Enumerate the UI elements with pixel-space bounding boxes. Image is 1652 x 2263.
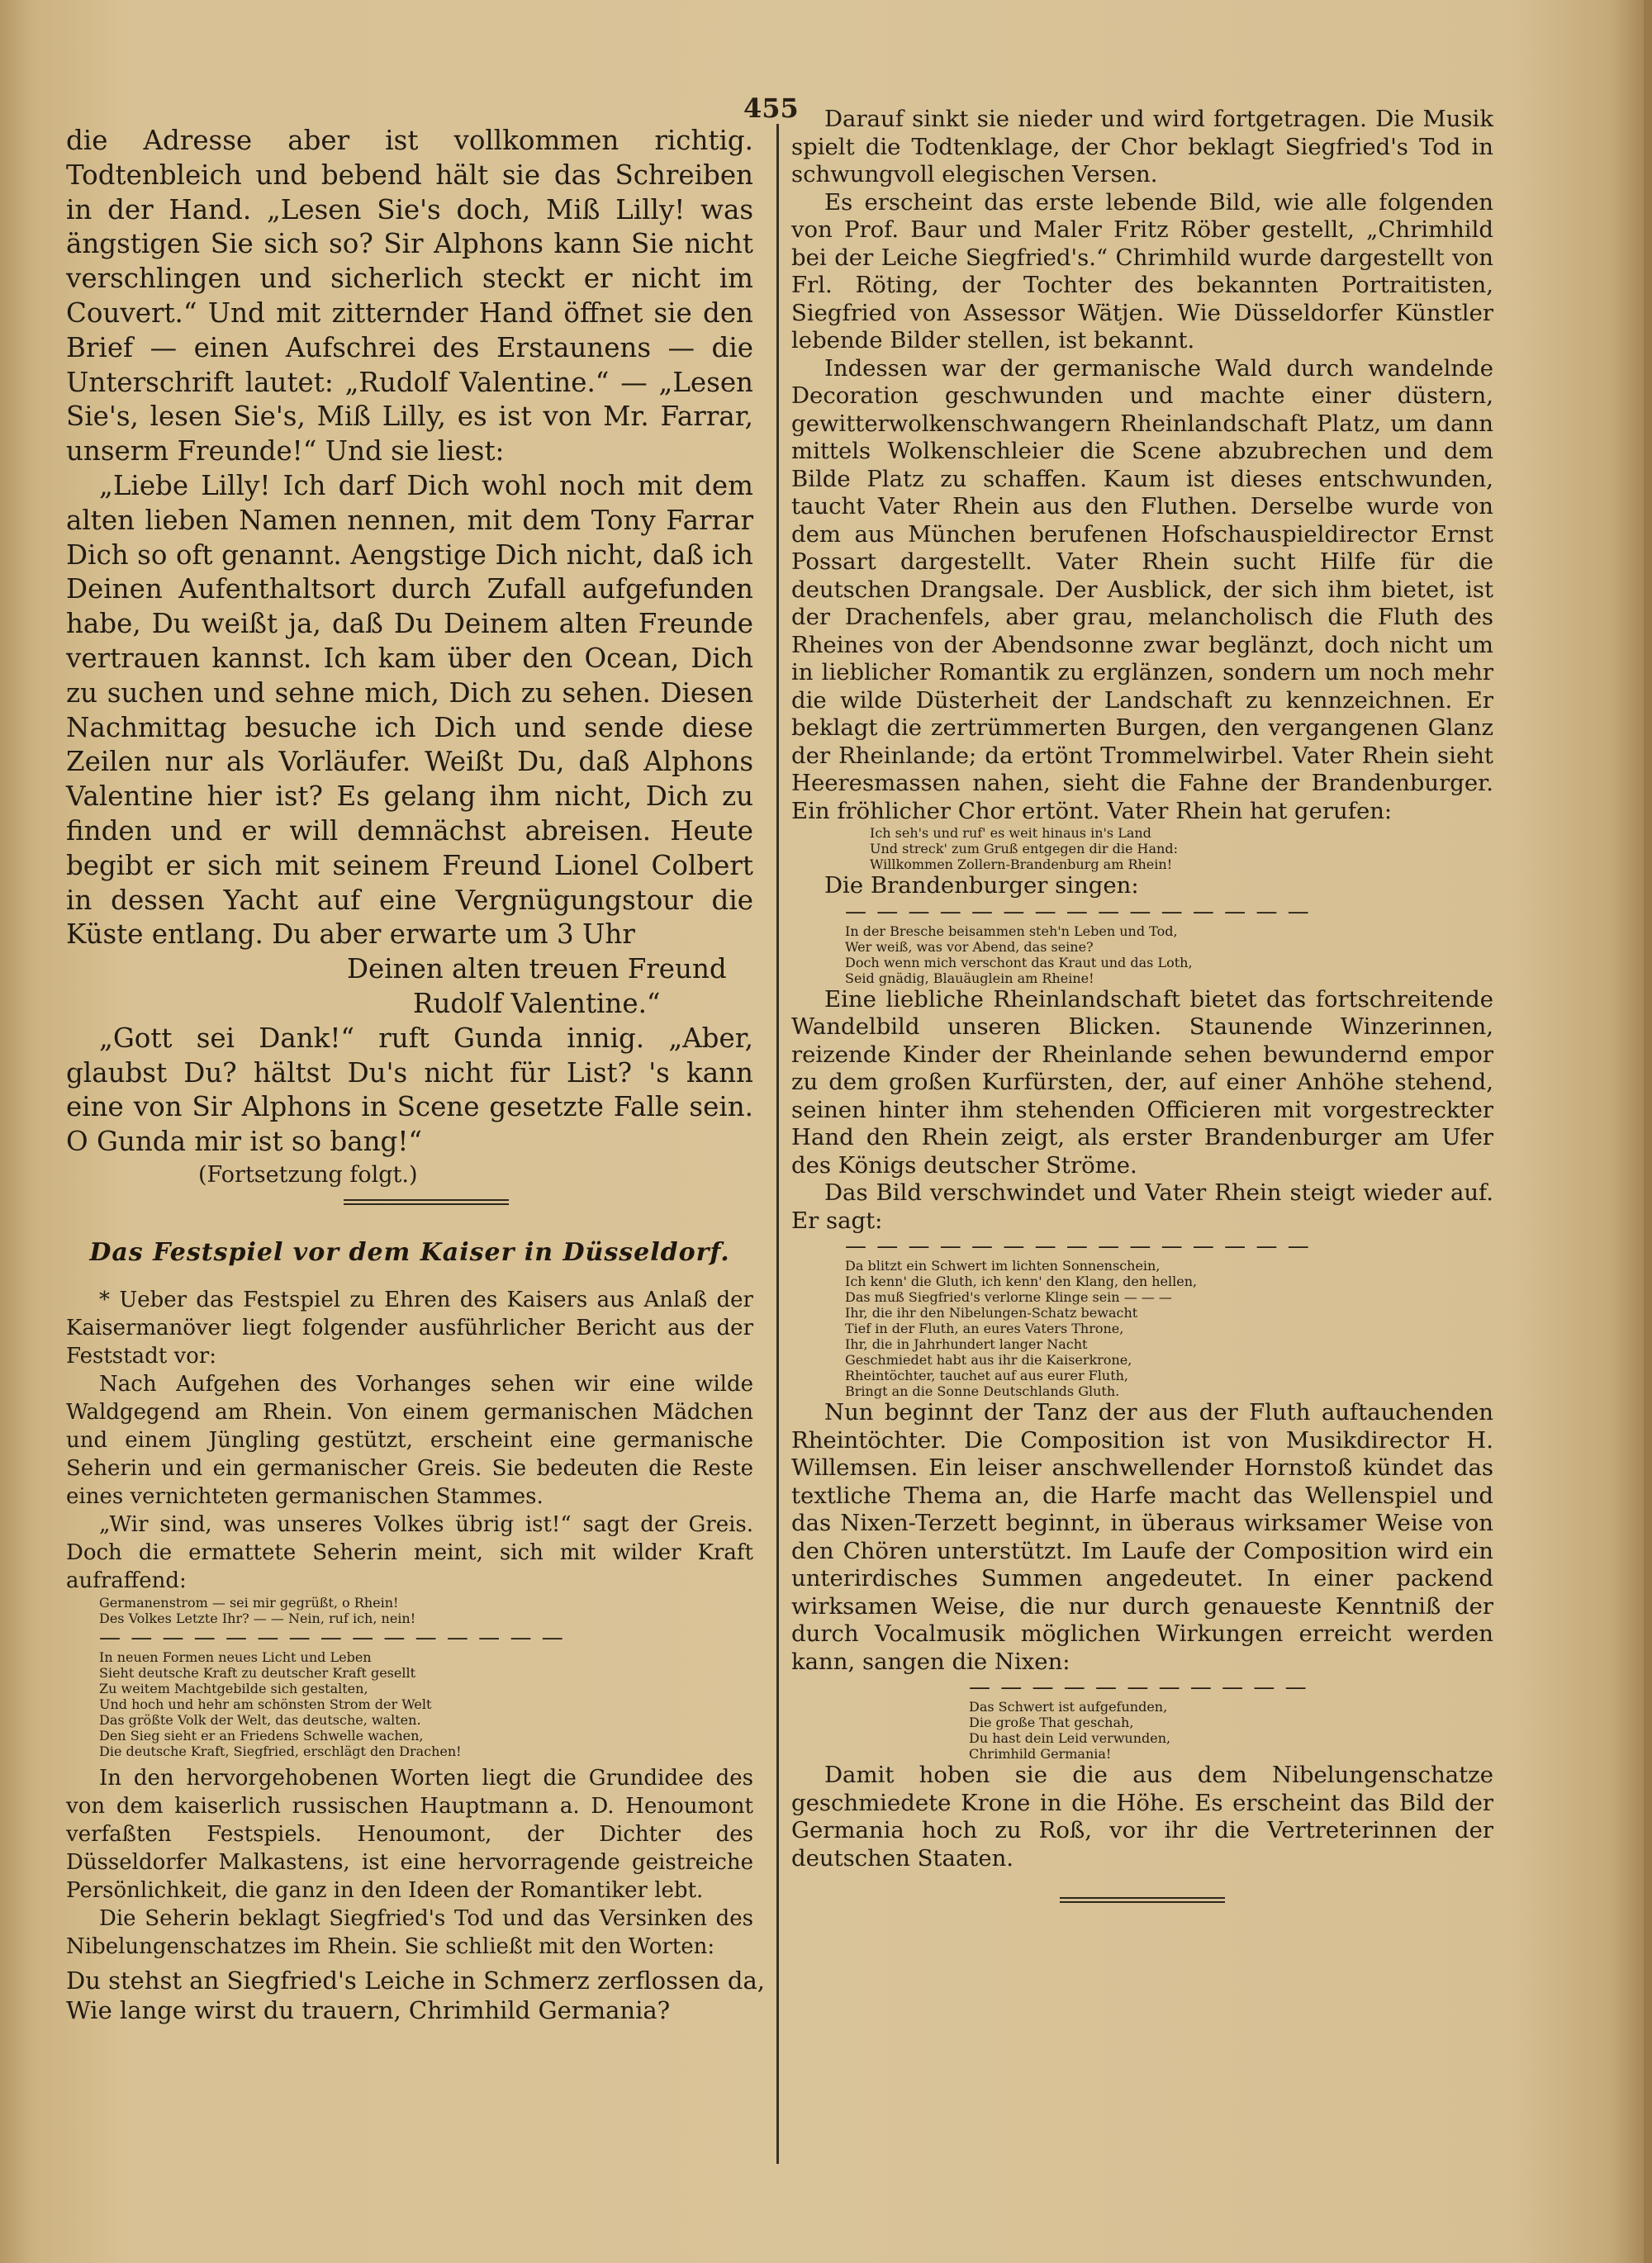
article-paragraph: In den hervorgehobenen Worten liegt die Grundidee des von dem kaiserlich russischen Hauptmann a. D. Henoumont verfaßten Festspiels. Henoumont, der Dichter des Düsseldorfer Malkastens, ist eine hervorragende geistreiche Persönlichkeit, die ganz in den Ideen der Romantiker lebt.	[66, 1765, 753, 1903]
article-paragraph: Es erscheint das erste lebende Bild, wie alle folgenden von Prof. Baur und Maler Fritz Röber gestellt, „Chrimhild bei der Leiche Siegfried's.“ Chrimhild wurde dargestellt von Frl. Röting, der Tochter des bekannten Portraitisten, Siegfried von Assessor Wätjen. Wie Düsseldorfer Künstler lebende Bilder stellen, ist bekannt.	[791, 188, 1493, 353]
verse-line: Das Schwert ist aufgefunden,	[969, 1699, 1168, 1715]
article-intro: * Ueber das Festspiel zu Ehren des Kaisers aus Anlaß der Kaisermanöver liegt folgender ausführlicher Bericht aus der Feststadt vor:	[66, 1287, 753, 1369]
verse-line: Seid gnädig, Blauäuglein am Rheine!	[845, 970, 1094, 986]
verse-line: Bringt an die Sonne Deutschlands Gluth.	[845, 1383, 1120, 1399]
verse-line: Geschmiedet habt aus ihr die Kaiserkrone,	[845, 1352, 1132, 1368]
verse-line: Den Sieg sieht er an Friedens Schwelle wachen,	[99, 1727, 424, 1744]
verse-line: Da blitzt ein Schwert im lichten Sonnenschein,	[845, 1258, 1161, 1274]
verse-line: Du hast dein Leid verwunden,	[969, 1730, 1171, 1746]
dash-separator: — — — — — — — — — — — — — — —	[845, 1234, 1311, 1259]
verse-line: Ich seh's und ruf' es weit hinaus in's Land	[870, 825, 1151, 841]
verse-block	[969, 1699, 1493, 1762]
verse-block	[66, 1966, 765, 2025]
article-paragraph: Eine liebliche Rheinlandschaft bietet das fortschreitende Wandelbild unseren Blicken. Staunende Winzerinnen, reizende Kinder der Rheinlande sehen bewundernd empor zu dem großen Kurfürsten, der, auf einer Anhöhe stehend, seinen hinter ihm stehenden Officieren mit vorgestreckter Hand den Rhein zeigt, als erster Brandenburger am Ufer des Königs deutscher Ströme.	[791, 985, 1493, 1179]
page-number: 455	[743, 93, 799, 124]
verse-line: Willkommen Zollern-Brandenburg am Rhein!	[870, 856, 1173, 872]
verse-line: Tief in der Fluth, an eures Vaters Throne,	[845, 1321, 1124, 1336]
verse-line: Doch wenn mich verschont das Kraut und das Loth,	[845, 954, 1193, 970]
verse-line: Ich kenn' die Gluth, ich kenn' den Klang, den hellen,	[845, 1274, 1198, 1289]
verse-line: Und streck' zum Gruß entgegen dir die Hand:	[870, 841, 1178, 856]
letter-signature	[66, 952, 753, 1022]
verse-line: Ihr, die in Jahrhundert langer Nacht	[845, 1336, 1088, 1352]
section-rule	[344, 1199, 509, 1205]
dash-line	[969, 1676, 1493, 1699]
story-paragraph: die Adresse aber ist vollkommen richtig. Todtenbleich und bebend hält sie das Schreiben in der Hand. „Lesen Sie's doch, Miß Lilly! was ängstigen Sie sich so? Sir Alphons kann Sie nicht verschlingen und sicherlich steckt er nicht im Couvert.“ Und mit zitternder Hand öffnet sie den Brief — einen Aufschrei des Erstaunens — die Unterschrift lautet: „Rudolf Valentine.“ — „Lesen Sie's, lesen Sie's, Miß Lilly, es ist von Mr. Farrar, unserm Freunde!“ Und sie liest:	[66, 125, 753, 467]
article-body	[66, 1286, 765, 2025]
verse-line: Zu weitem Machtgebilde sich gestalten,	[99, 1680, 368, 1696]
verse-block	[870, 825, 1493, 872]
dash-separator: — — — — — — — — — — — — — — —	[99, 1625, 565, 1650]
verse-line: Und hoch und hehr am schönsten Strom der Welt	[99, 1696, 432, 1712]
dash-line	[845, 900, 1493, 923]
dash-separator: — — — — — — — — — — — — — — —	[845, 899, 1311, 924]
verse-line: Rheintöchter, tauchet auf aus eurer Fluth,	[845, 1368, 1129, 1383]
article-paragraph: Nach Aufgehen des Vorhanges sehen wir eine wilde Waldgegend am Rhein. Von einem germanischen Mädchen und einem Jüngling gestützt, erscheint eine germanische Seherin und ein germanischer Greis. Sie bedeuten die Reste eines vernichteten germanischen Stammes.	[66, 1371, 753, 1509]
verse-line: Germanenstrom — sei mir gegrüßt, o Rhein!	[99, 1594, 399, 1611]
signature-line: Rudolf Valentine.“	[413, 987, 661, 1019]
article-paragraph: Die Brandenburger singen:	[824, 872, 1139, 899]
article-paragraph: „Wir sind, was unseres Volkes übrig ist!“ sagt der Greis. Doch die ermattete Seherin meint, sich mit wilder Kraft aufraffend:	[66, 1511, 753, 1593]
verse-line: In der Bresche beisammen steh'n Leben und Tod,	[845, 923, 1178, 939]
article-paragraph: Damit hoben sie die aus dem Nibelungenschatze geschmiedete Krone in die Höhe. Es erscheint das Bild der Germania hoch zu Roß, vor ihr die Vertreterinnen der deutschen Staaten.	[791, 1762, 1493, 1872]
article-paragraph: Darauf sinkt sie nieder und wird fortgetragen. Die Musik spielt die Todtenklage, der Chor beklagt Siegfried's Tod in schwungvoll elegischen Versen.	[791, 106, 1493, 187]
column-divider	[776, 124, 779, 2164]
left-column	[66, 124, 765, 2025]
verse-line: Das muß Siegfried's verlorne Klinge sein — — —	[845, 1289, 1172, 1305]
verse-line: Du stehst an Siegfried's Leiche in Schmerz zerflossen da,	[66, 1966, 765, 1995]
verse-line: Ihr, die ihr den Nibelungen-Schatz bewacht	[845, 1305, 1138, 1321]
article-paragraph: Indessen war der germanische Wald durch wandelnde Decoration geschwunden und machte einer düstern, gewitterwolkenschwangern Rheinlandschaft Platz, um dann mittels Wolkenschleier die Scene abzubrechen und dem Bilde Platz zu schaffen. Kaum ist dieses entschwunden, taucht Vater Rhein aus den Fluthen. Derselbe wurde von dem aus München berufenen Hofschauspieldirector Ernst Possart dargestellt. Vater Rhein sucht Hilfe für die deutschen Drangsale. Der Ausblick, der sich ihm bietet, ist der Drachenfels, aber grau, melancholisch die Fluth des Rheines von der Abendsonne zwar beglänzt, doch nicht um in lieblicher Romantik zu erglänzen, sondern um noch mehr die wilde Düsterheit der Landschaft zu kennzeichnen. Er beklagt die zertrümmerten Burgen, den vergangenen Glanz der Rheinlande; da ertönt Trommelwirbel. Vater Rhein sieht Heeresmassen nahen, sieht die Fahne der Brandenburger. Ein fröhlicher Chor ertönt. Vater Rhein hat gerufen:	[791, 354, 1493, 824]
article-title: Das Festspiel vor dem Kaiser in Düsseldorf.	[89, 1237, 730, 1267]
verse-line: Des Volkes Letzte Ihr? — — Nein, ruf ich, nein!	[99, 1610, 416, 1626]
continued-note: (Fortsetzung folgt.)	[198, 1161, 418, 1188]
verse-block	[99, 1649, 753, 1759]
dash-separator: — — — — — — — — — — —	[969, 1675, 1308, 1700]
verse-line: Wie lange wirst du trauern, Chrimhild Germania?	[66, 1995, 671, 2024]
story-continuation	[66, 124, 753, 1160]
verse-line: Das größte Volk der Welt, das deutsche, walten.	[99, 1711, 421, 1728]
verse-line: Wer weiß, was vor Abend, das seine?	[845, 938, 1094, 955]
signature-line: Deinen alten treuen Freund	[347, 953, 727, 985]
right-column	[791, 106, 1493, 1903]
section-rule	[1060, 1897, 1225, 1903]
verse-block	[845, 923, 1493, 986]
story-paragraph: „Gott sei Dank!“ ruft Gunda innig. „Aber, glaubst Du? hältst Du's nicht für List? 's kann eine von Sir Alphons in Scene gesetzte Falle sein. O Gunda mir ist so bang!“	[66, 1022, 753, 1158]
verse-line: Die große That geschah,	[969, 1715, 1134, 1730]
article-paragraph: Das Bild verschwindet und Vater Rhein steigt wieder auf. Er sagt:	[791, 1179, 1493, 1234]
dash-line	[845, 1235, 1493, 1258]
verse-block	[845, 1258, 1493, 1399]
verse-line: Sieht deutsche Kraft zu deutscher Kraft gesellt	[99, 1664, 415, 1681]
article-paragraph: Nun beginnt der Tanz der aus der Fluth auftauchenden Rheintöchter. Die Composition ist von Musikdirector H. Willemsen. Ein leiser anschwellender Hornstoß kündet das textliche Thema an, die Harfe macht das Wellenspiel und das Nixen-Terzett beginnt, in überaus wirksamer Weise von den Chören unterstützt. Im Laufe der Composition wird ein unterirdisches Summen angedeutet. In einer packend wirksamen Weise, die nur durch genaueste Kenntniß der durch Vocalmusik möglichen Wirkungen erreicht werden kann, sangen die Nixen:	[791, 1399, 1493, 1675]
article-paragraph: Die Seherin beklagt Siegfried's Tod und das Versinken des Nibelungenschatzes im Rhein. Sie schließt mit den Worten:	[66, 1905, 753, 1959]
verse-block	[99, 1595, 753, 1626]
dash-line	[99, 1626, 753, 1649]
letter-paragraph: „Liebe Lilly! Ich darf Dich wohl noch mit dem alten lieben Namen nennen, mit dem Tony Farrar Dich so oft genannt. Aengstige Dich nicht, daß ich Deinen Aufenthaltsort durch Zufall aufgefunden habe, Du weißt ja, daß Du Deinem alten Freunde vertrauen kannst. Ich kam über den Ocean, Dich zu suchen und sehne mich, Dich zu sehen. Diesen Nachmittag besuche ich Dich und sende diese Zeilen nur als Vorläufer. Weißt Du, daß Alphons Valentine hier ist? Es gelang ihm nicht, Dich zu finden und er will demnächst abreisen. Heute begibt er sich mit seinem Freund Lionel Colbert in dessen Yacht auf eine Vergnügungstour die Küste entlang. Du aber erwarte um 3 Uhr	[66, 469, 753, 951]
verse-line: Die deutsche Kraft, Siegfried, erschlägt den Drachen!	[99, 1743, 462, 1759]
verse-line: In neuen Formen neues Licht und Leben	[99, 1649, 372, 1665]
verse-line: Chrimhild Germania!	[969, 1746, 1112, 1762]
